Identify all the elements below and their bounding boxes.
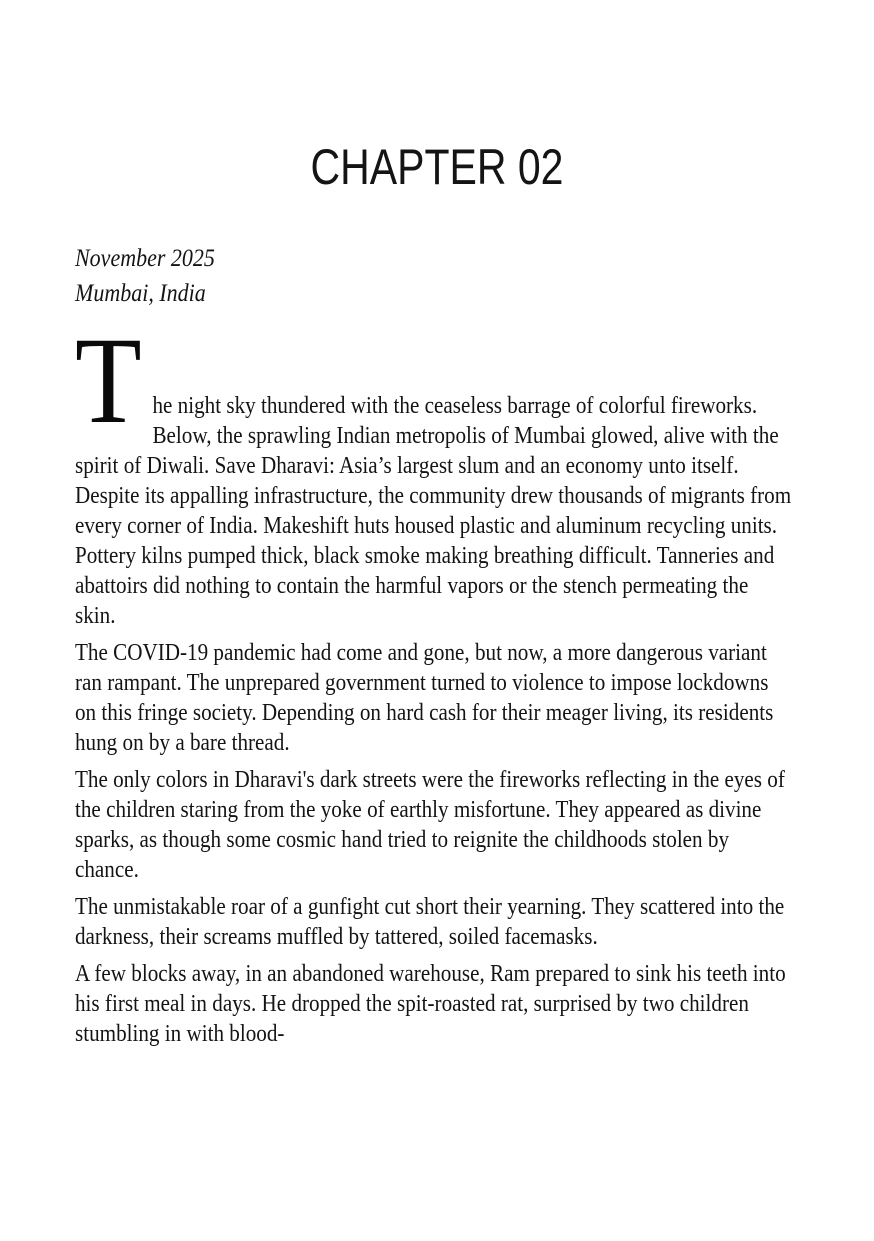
dateline [75,241,793,311]
dateline-date: November 2025 [75,245,215,272]
paragraph-text: The unmistakable roar of a gunfight cut short their yearning. They scattered into the darkness, their screams muffled by tattered, soiled facemasks. [75,894,785,950]
paragraph [75,892,793,952]
paragraph-text: The COVID-19 pandemic had come and gone, but now, a more dangerous variant ran rampant. The unprepared government turned to violence to impose lockdowns on this fringe society. Depending on hard cash for their meager living, its residents hung on by a bare thread. [75,640,774,756]
body-text [75,312,793,1049]
paragraph [75,765,793,885]
paragraph-text: A few blocks away, in an abandoned warehouse, Ram prepared to sink his teeth into his first meal in days. He dropped the spit-roasted rat, surprised by two children stumbling in with blood- [75,961,786,1047]
dateline-location: Mumbai, India [75,280,206,307]
chapter-title: CHAPTER 02 [310,139,564,195]
paragraph [75,959,793,1049]
drop-cap [75,312,152,449]
paragraph-opening [75,312,793,631]
text-column [75,241,793,1049]
paragraph-text: The only colors in Dharavi's dark streets were the fireworks reflecting in the eyes of the children staring from the yoke of earthly misfortune. They appeared as divine sparks, as though some cosmic hand tried to reignite the childhoods stolen by chance. [75,767,785,883]
drop-cap-letter: T [75,312,142,449]
paragraph-text: he night sky thundered with the ceaseless barrage of colorful fireworks. Below, the sprawling Indian metropolis of Mumbai glowed, alive with the spirit of Diwali. Save Dharavi: Asia’s largest slum and an economy unto itself. Despite its appalling infrastructure, the community drew thousands of migrants from every corner of India. Makeshift huts housed plastic and aluminum recycling units. Pottery kilns pumped thick, black smoke making breathing difficult. Tanneries and abattoirs did nothing to contain the harmful vapors or the stench permeating the skin. [75,393,792,629]
paragraph [75,638,793,758]
